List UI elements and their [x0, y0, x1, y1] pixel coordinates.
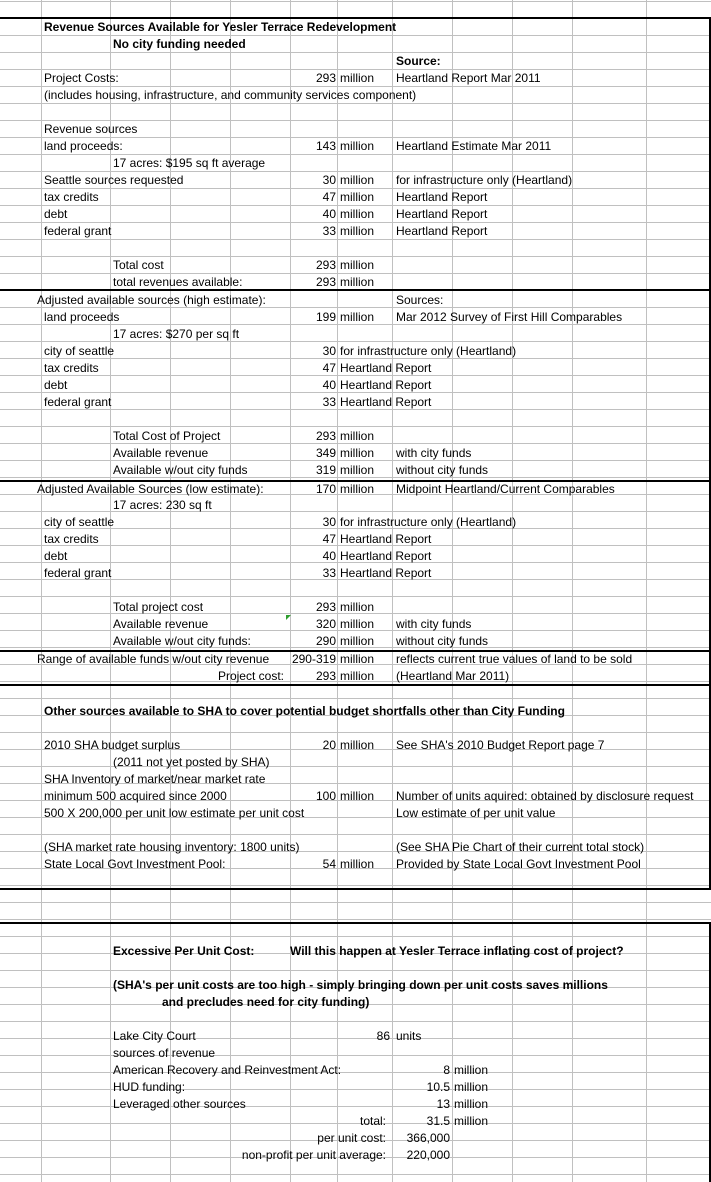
hud-value: 10.5	[426, 1080, 450, 1094]
project-cost-value: 293	[315, 669, 336, 683]
arra-label: American Recovery and Reinvestment Act:	[113, 1063, 342, 1077]
low-wo-label: Available w/out city funds:	[113, 634, 251, 648]
excessive-header: Excessive Per Unit Cost:	[113, 944, 255, 958]
total-cost-unit: million	[340, 258, 375, 272]
high-land-value: 199	[315, 310, 336, 324]
excess-total-value: 31.5	[426, 1114, 450, 1128]
low-avail-value: 320	[315, 617, 336, 631]
lcc-unit: units	[396, 1029, 422, 1043]
market-label: (SHA market rate housing inventory: 1800 units)	[44, 840, 300, 854]
grid-row-line	[0, 341, 711, 342]
federal-grant-label: federal grant	[44, 224, 112, 238]
includes-note: (includes housing, infrastructure, and community services component)	[44, 88, 417, 102]
acres-note: 17 acres: $195 sq ft average	[113, 156, 266, 170]
other-sources-header: Other sources available to SHA to cover potential budget shortfalls other than City Funding	[44, 704, 565, 718]
high-city-label: city of seattle	[44, 344, 115, 358]
project-cost-label: Project cost:	[217, 669, 284, 683]
low-city-label: city of seattle	[44, 515, 115, 529]
project-cost-note: (Heartland Mar 2011)	[396, 669, 510, 683]
high-avail-value: 349	[315, 446, 336, 460]
grid-row-line	[0, 936, 711, 937]
low-city-value: 30	[322, 515, 336, 529]
market-source: (See SHA Pie Chart of their current total stock)	[396, 840, 645, 854]
low-debt-value: 40	[322, 549, 336, 563]
debt-value: 40	[322, 207, 336, 221]
high-avail-unit: million	[340, 446, 375, 460]
high-city-value: 30	[322, 344, 336, 358]
calc-source: Low estimate of per unit value	[396, 806, 556, 820]
pool-value: 54	[322, 857, 336, 871]
high-fed-label: federal grant	[44, 395, 112, 409]
hud-label: HUD funding:	[113, 1080, 186, 1094]
per-unit-label: per unit cost:	[317, 1131, 386, 1145]
low-wo-value: 290	[315, 634, 336, 648]
lcc-value: 86	[376, 1029, 390, 1043]
inventory-label: SHA Inventory of market/near market rate	[44, 772, 266, 786]
federal-grant-source: Heartland Report	[396, 224, 488, 238]
total-revenues-value: 293	[315, 275, 336, 289]
high-land-unit: million	[340, 310, 375, 324]
seattle-sources-unit: million	[340, 173, 375, 187]
revenue-sources-label: Revenue sources	[44, 122, 138, 136]
not-posted-note: (2011 not yet posted by SHA)	[113, 755, 270, 769]
range-label: Range of available funds w/out city revenue	[37, 652, 270, 666]
leveraged-label: Leveraged other sources	[113, 1097, 246, 1111]
project-costs-value: 293	[315, 71, 336, 85]
high-tax-source: Heartland Report	[340, 361, 432, 375]
debt-unit: million	[340, 207, 375, 221]
minimum-value: 100	[315, 789, 336, 803]
seattle-sources-source: for infrastructure only (Heartland)	[396, 173, 573, 187]
project-costs-source: Heartland Report Mar 2011	[396, 71, 541, 85]
land-proceeds-label: land proceeds:	[44, 139, 123, 153]
low-fed-source: Heartland Report	[340, 566, 432, 580]
surplus-value: 20	[322, 738, 336, 752]
grid-row-line	[0, 1106, 711, 1107]
total-cost-value: 293	[315, 258, 336, 272]
tax-credits-value: 47	[322, 190, 336, 204]
low-fed-value: 33	[322, 566, 336, 580]
grid-row-line	[0, 1021, 711, 1022]
low-avail-unit: million	[340, 617, 375, 631]
nonprofit-label: non-profit per unit average:	[241, 1148, 386, 1162]
surplus-unit: million	[340, 738, 375, 752]
grid-row-line	[0, 511, 711, 512]
project-costs-unit: million	[340, 71, 375, 85]
surplus-source: See SHA's 2010 Budget Report page 7	[396, 738, 605, 752]
high-sources-header: Sources:	[396, 293, 444, 307]
grid-row-line	[0, 919, 711, 920]
high-wo-value: 319	[315, 463, 336, 477]
calc-label: 500 X 200,000 per unit low estimate per unit cost	[44, 806, 305, 820]
low-total-value: 293	[315, 600, 336, 614]
low-acres-note: 17 acres: 230 sq ft	[113, 498, 212, 512]
high-debt-label: debt	[44, 378, 68, 392]
tax-credits-label: tax credits	[44, 190, 99, 204]
source-header: Source:	[396, 54, 441, 68]
minimum-source: Number of units aquired: obtained by disclosure request	[396, 789, 694, 803]
land-proceeds-unit: million	[340, 139, 375, 153]
low-debt-label: debt	[44, 549, 68, 563]
high-tax-value: 47	[322, 361, 336, 375]
leveraged-value: 13	[436, 1097, 450, 1111]
grid-row-line	[0, 698, 711, 699]
land-proceeds-value: 143	[315, 139, 336, 153]
range-unit: million	[340, 652, 375, 666]
total-revenues-unit: million	[340, 275, 375, 289]
tax-credits-unit: million	[340, 190, 375, 204]
lcc-label: Lake City Court	[113, 1029, 196, 1043]
grid-row-line	[0, 885, 711, 886]
grid-row-line	[0, 52, 711, 53]
excessive-note-2: and precludes need for city funding)	[162, 995, 370, 1009]
high-avail-note: with city funds	[396, 446, 472, 460]
low-header-source: Midpoint Heartland/Current Comparables	[396, 482, 615, 496]
sheet-subtitle: No city funding needed	[113, 37, 246, 51]
project-cost-unit: million	[340, 669, 375, 683]
grid-row-line	[0, 970, 711, 971]
high-avail-label: Available revenue	[113, 446, 209, 460]
low-header-value: 170	[315, 482, 336, 496]
pool-label: State Local Govt Investment Pool:	[44, 857, 226, 871]
total-cost-label: Total cost	[113, 258, 164, 272]
sources-of-revenue-label: sources of revenue	[113, 1046, 216, 1060]
range-note: reflects current true values of land to be sold	[396, 652, 633, 666]
excess-total-unit: million	[454, 1114, 489, 1128]
pool-source: Provided by State Local Govt Investment Pool	[396, 857, 641, 871]
grid-row-line	[0, 1, 711, 2]
low-tax-source: Heartland Report	[340, 532, 432, 546]
low-city-source: for infrastructure only (Heartland)	[340, 515, 517, 529]
surplus-label: 2010 SHA budget surplus	[44, 738, 181, 752]
arra-unit: million	[454, 1063, 489, 1077]
high-total-unit: million	[340, 429, 375, 443]
federal-grant-unit: million	[340, 224, 375, 238]
arra-value: 8	[443, 1063, 450, 1077]
debt-label: debt	[44, 207, 68, 221]
low-wo-note: without city funds	[396, 634, 489, 648]
land-proceeds-source: Heartland Estimate Mar 2011	[396, 139, 552, 153]
section-divider-5	[0, 888, 711, 890]
grid-row-line	[0, 1055, 711, 1056]
low-tax-value: 47	[322, 532, 336, 546]
high-debt-source: Heartland Report	[340, 378, 432, 392]
grid-row-line	[0, 834, 711, 835]
high-estimate-header: Adjusted available sources (high estimate):	[37, 293, 266, 307]
total-revenues-label: total revenues available:	[113, 275, 243, 289]
debt-source: Heartland Report	[396, 207, 488, 221]
hud-unit: million	[454, 1080, 489, 1094]
pool-unit: million	[340, 857, 375, 871]
high-fed-value: 33	[322, 395, 336, 409]
leveraged-unit: million	[454, 1097, 489, 1111]
section-divider-6	[0, 922, 711, 924]
high-total-value: 293	[315, 429, 336, 443]
cell-comment-marker	[286, 615, 291, 620]
high-acres-note: 17 acres: $270 per sq ft	[113, 327, 240, 341]
grid-row-line	[0, 732, 711, 733]
minimum-unit: million	[340, 789, 375, 803]
low-avail-note: with city funds	[396, 617, 472, 631]
excessive-question: Will this happen at Yesler Terrace inflating cost of project?	[290, 944, 624, 958]
low-total-label: Total project cost	[113, 600, 204, 614]
high-wo-unit: million	[340, 463, 375, 477]
tax-credits-source: Heartland Report	[396, 190, 488, 204]
low-fed-label: federal grant	[44, 566, 112, 580]
high-debt-value: 40	[322, 378, 336, 392]
high-fed-source: Heartland Report	[340, 395, 432, 409]
sheet-title: Revenue Sources Available for Yesler Terrace Redevelopment	[44, 20, 397, 34]
nonprofit-value: 220,000	[406, 1148, 450, 1162]
high-land-source: Mar 2012 Survey of First Hill Comparables	[396, 310, 623, 324]
seattle-sources-label: Seattle sources requested	[44, 173, 184, 187]
low-total-unit: million	[340, 600, 375, 614]
low-debt-source: Heartland Report	[340, 549, 432, 563]
grid-row-line	[0, 1072, 711, 1073]
low-wo-unit: million	[340, 634, 375, 648]
excessive-note-1: (SHA's per unit costs are too high - simply bringing down per unit costs saves millions	[113, 978, 608, 992]
grid-row-line	[0, 426, 711, 427]
minimum-label: minimum 500 acquired since 2000	[44, 789, 227, 803]
grid-row-line	[0, 1089, 711, 1090]
grid-row-line	[0, 902, 711, 903]
low-header-unit: million	[340, 482, 375, 496]
high-city-source: for infrastructure only (Heartland)	[340, 344, 517, 358]
per-unit-value: 366,000	[406, 1131, 450, 1145]
grid-row-line	[0, 596, 711, 597]
low-tax-label: tax credits	[44, 532, 99, 546]
project-costs-label: Project Costs:	[44, 71, 119, 85]
high-land-label: land proceeds	[44, 310, 120, 324]
grid-row-line	[0, 1174, 711, 1175]
range-value: 290-319	[291, 652, 336, 666]
high-total-label: Total Cost of Project	[113, 429, 221, 443]
grid-row-line	[0, 766, 711, 767]
high-wo-label: Available w/out city funds	[113, 463, 248, 477]
federal-grant-value: 33	[322, 224, 336, 238]
high-wo-note: without city funds	[396, 463, 489, 477]
low-estimate-header: Adjusted Available Sources (low estimate):	[37, 482, 264, 496]
seattle-sources-value: 30	[322, 173, 336, 187]
low-avail-label: Available revenue	[113, 617, 209, 631]
excess-total-label: total:	[359, 1114, 386, 1128]
high-tax-label: tax credits	[44, 361, 99, 375]
